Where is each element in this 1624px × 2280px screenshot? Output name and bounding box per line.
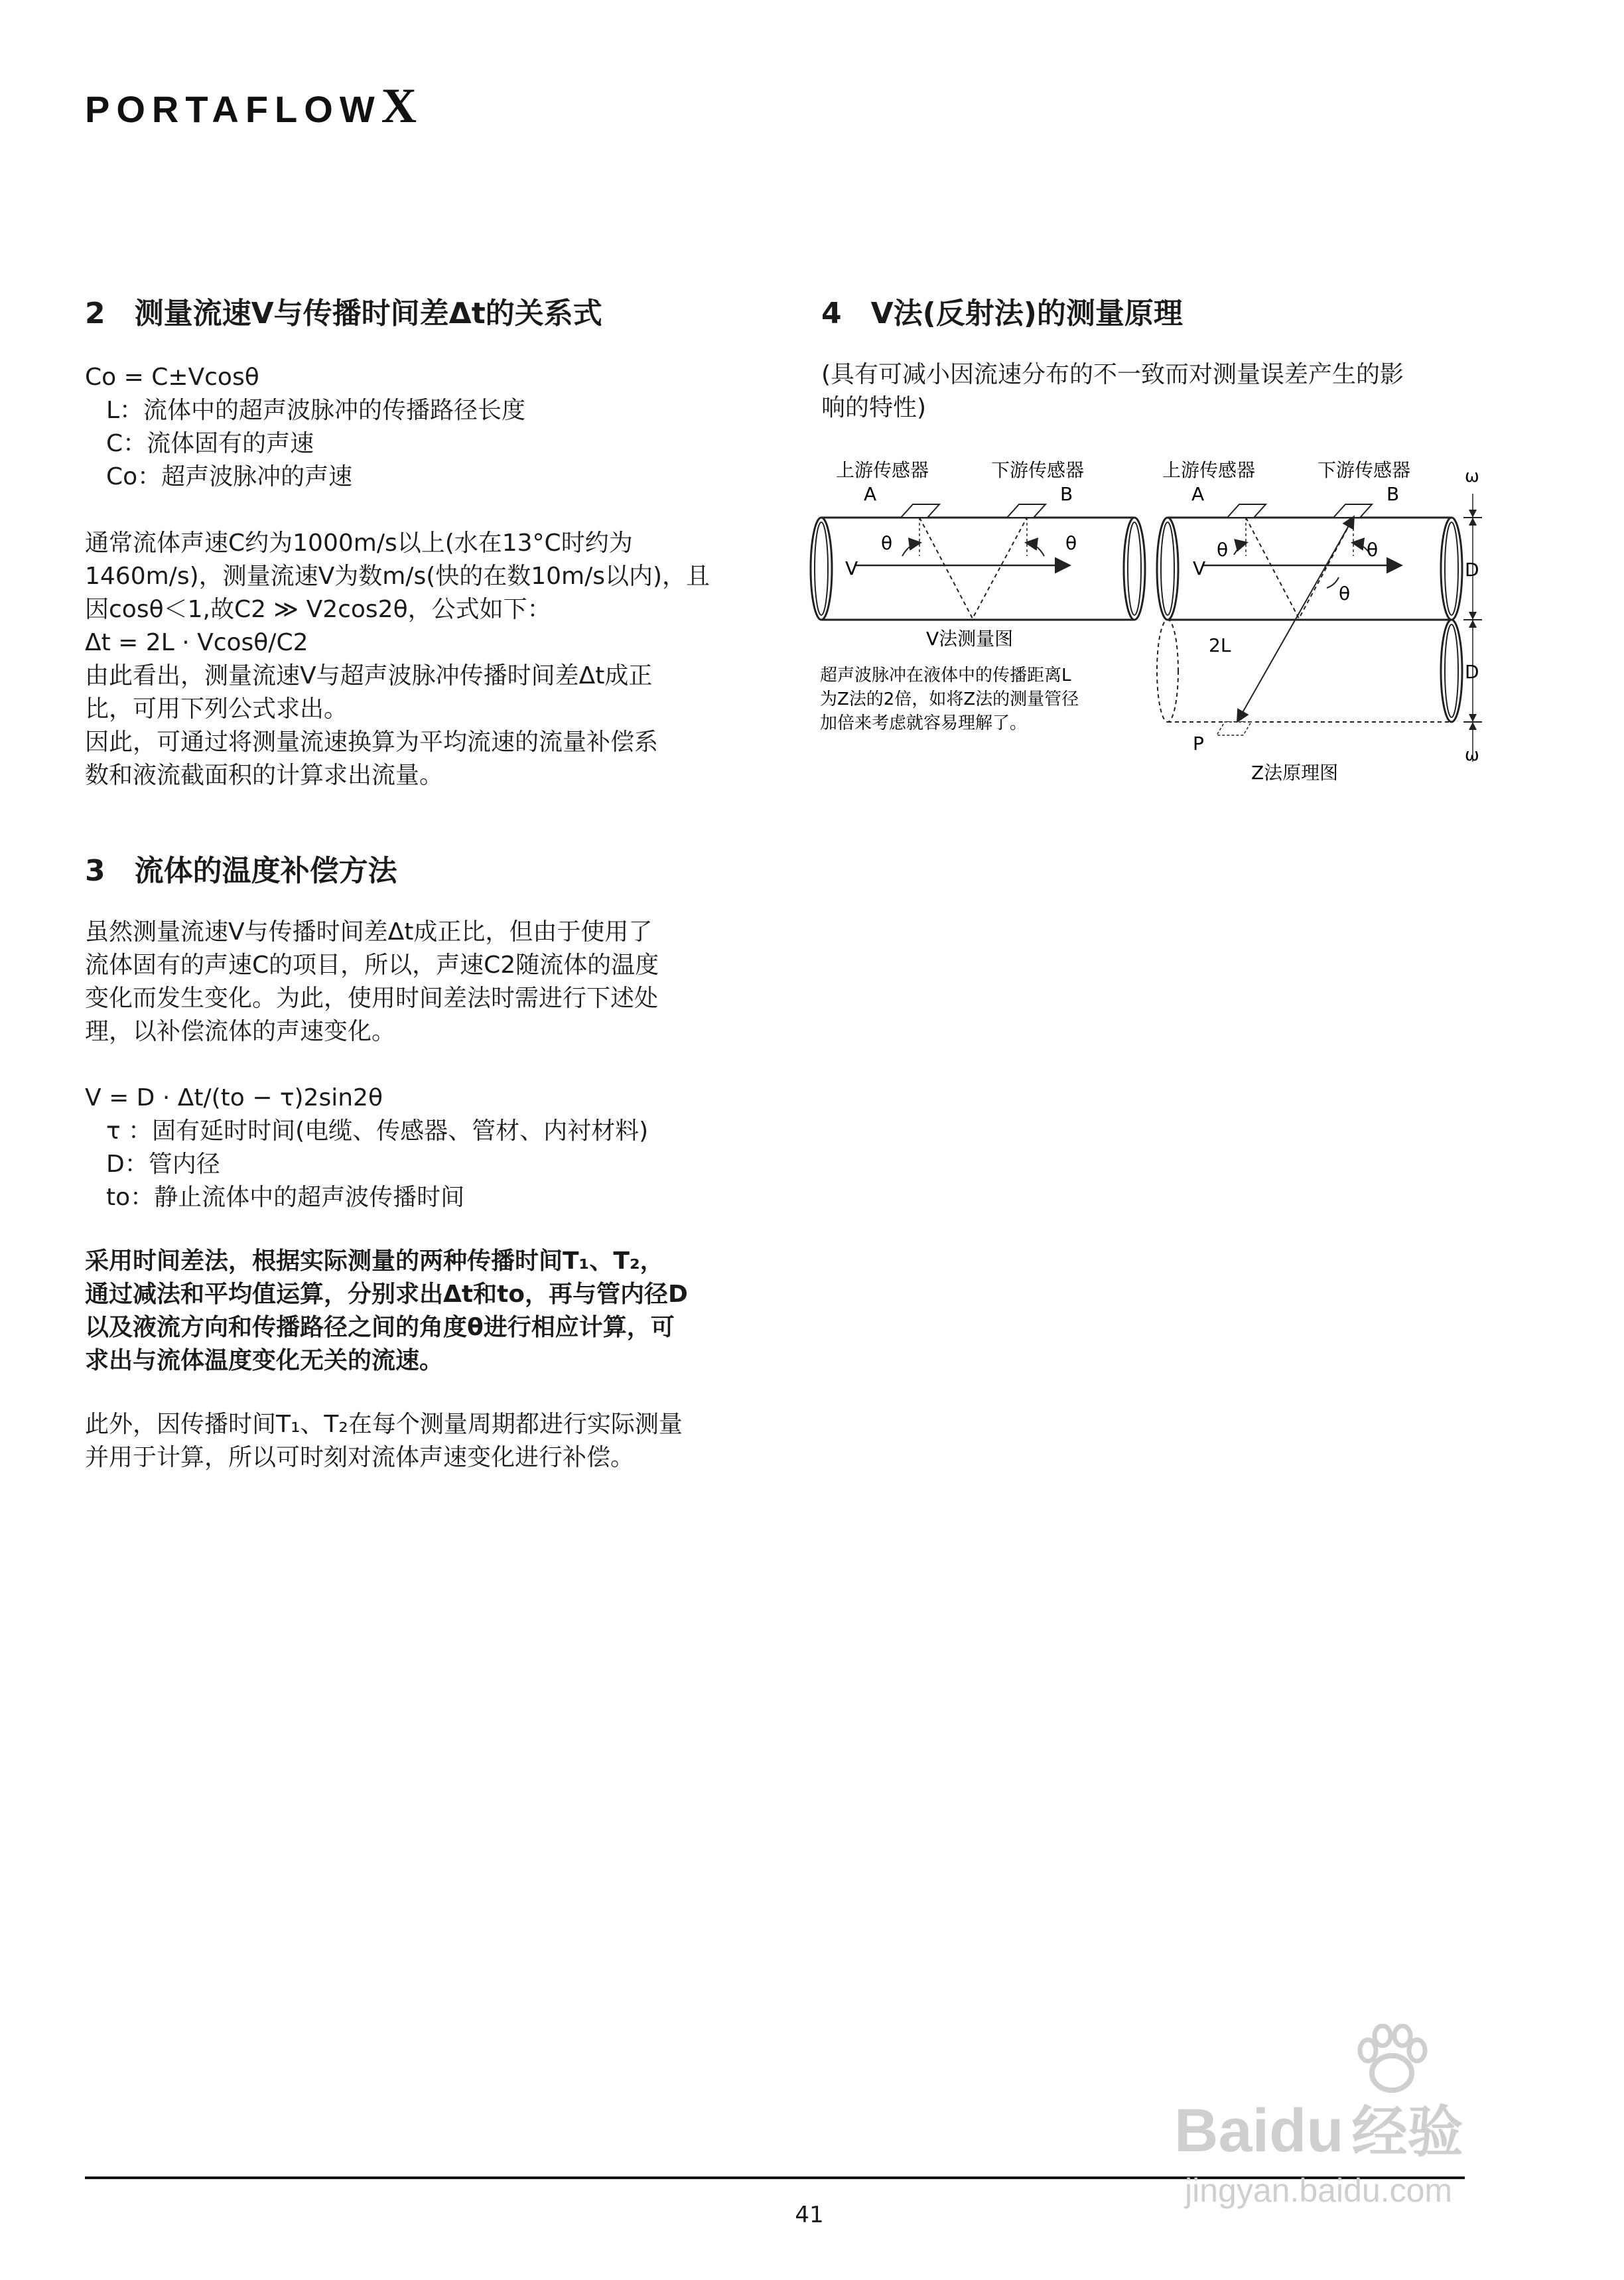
v-sound-path	[919, 518, 1027, 618]
section-3-body	[85, 916, 775, 1474]
section-3-para-line: 理，以补偿流体的声速变化。	[85, 1018, 396, 1045]
section-3-bold-line: 采用时间差法，根据实际测量的两种传播时间T₁、T₂，	[85, 1247, 664, 1275]
section-3-para-line: 变化而发生变化。为此，使用时间差法时需进行下述处	[85, 985, 659, 1012]
section-4-title: 4 V法(反射法)的测量原理	[821, 297, 1183, 330]
v-note-line: 超声波脉冲在液体中的传播距离L	[820, 666, 1071, 685]
v-note-line: 为Z法的2倍，如将Z法的测量管径	[820, 689, 1079, 709]
section-2-body	[85, 361, 762, 792]
z-2l-label: 2L	[1209, 634, 1231, 656]
z-transducer-b	[1333, 504, 1372, 518]
v-angle-arc-a	[902, 543, 919, 556]
page-number: 41	[795, 2202, 824, 2228]
z-caption: Z法原理图	[1251, 762, 1339, 784]
section-2-para-line: 数和液流截面积的计算求出流量。	[85, 762, 444, 789]
section-4-intro-line: 响的特性)	[821, 394, 927, 421]
z-omega-bottom: ω	[1465, 745, 1479, 765]
section-2-def: C：流体固有的声速	[106, 430, 314, 457]
watermark-brand-du: du	[1269, 2097, 1344, 2165]
v-transducer-b	[1007, 504, 1046, 518]
v-label-b: B	[1060, 483, 1073, 505]
z-theta-c: θ	[1339, 583, 1351, 605]
v-upstream-label: 上游传感器	[836, 459, 929, 481]
v-method-diagram	[811, 459, 1145, 733]
z-transducer-p	[1217, 722, 1251, 735]
v-label-a: A	[864, 483, 877, 505]
section-2-para-line: 由此看出，测量流速V与超声波脉冲传播时间差Δt成正	[85, 662, 653, 689]
section-3-para-line: 流体固有的声速C的项目，所以，声速C2随流体的温度	[85, 952, 659, 979]
section-2-para-line: 通常流体声速C约为1000m/s以上(水在13°C时约为	[85, 530, 633, 557]
v-theta-b: θ	[1065, 532, 1077, 554]
section-2-para-line: 因cosθ＜1,故C2 ≫ V2cos2θ，公式如下：	[85, 596, 551, 623]
section-2-formula: Co = C±Vcosθ	[85, 364, 259, 391]
v-pipe	[811, 518, 1145, 620]
z-transducer-a	[1227, 504, 1266, 518]
v-note-line: 加倍来考虑就容易理解了。	[820, 713, 1028, 733]
z-label-a: A	[1191, 483, 1205, 505]
baidu-watermark	[1174, 2024, 1586, 2216]
v-angle-arc-b	[1027, 543, 1044, 556]
section-3-bold-line: 求出与流体温度变化无关的流速。	[85, 1347, 444, 1374]
section-4-intro	[821, 358, 1511, 425]
section-3-def: D：管内径	[106, 1151, 220, 1178]
z-reflected-path	[1246, 518, 1353, 618]
section-4-intro-line: (具有可减小因流速分布的不一致而对测量误差产生的影	[821, 361, 1404, 388]
z-angle-arc-c	[1327, 577, 1339, 588]
section-2-para-line: 比，可用下列公式求出。	[85, 695, 348, 723]
section-2-title: 2 测量流速V与传播时间差Δt的关系式	[85, 297, 602, 330]
z-dimensions	[1463, 494, 1482, 762]
v-downstream-label: 下游传感器	[991, 459, 1085, 481]
watermark-suffix: 经验	[1351, 2100, 1463, 2165]
section-3-def: τ ：固有延时时间(电缆、传感器、管材、内衬材料)	[106, 1117, 649, 1145]
z-omega-top: ω	[1465, 466, 1479, 486]
section-3-bold-line: 通过减法和平均值运算，分别求出Δt和to，再与管内径D	[85, 1281, 688, 1308]
z-method-diagram	[1157, 459, 1482, 784]
z-downstream-label: 下游传感器	[1318, 459, 1411, 481]
section-2-para-line: Δt = 2L · Vcosθ/C2	[85, 629, 308, 656]
v-transducer-a	[901, 504, 939, 518]
section-2-para-line: 1460m/s)，测量流速V为数m/s(快的在数10m/s以内)，且	[85, 563, 710, 590]
z-pipe-lower	[1157, 620, 1462, 722]
z-upstream-label: 上游传感器	[1162, 459, 1256, 481]
z-d-upper: D	[1465, 559, 1479, 581]
logo-text: PORTAFLOW	[85, 88, 381, 130]
watermark-brand: Bai	[1174, 2097, 1270, 2165]
v-velocity-label: V	[845, 557, 858, 579]
z-label-b: B	[1387, 483, 1400, 505]
section-3-para2-line: 此外，因传播时间T₁、T₂在每个测量周期都进行实际测量	[85, 1411, 683, 1438]
z-theta-b: θ	[1367, 539, 1379, 561]
section-3-para-line: 虽然测量流速V与传播时间差Δt成正比，但由于使用了	[85, 918, 653, 946]
z-p-label: P	[1193, 733, 1204, 754]
section-2-para-line: 因此，可通过将测量流速换算为平均流速的流量补偿系	[85, 729, 659, 756]
z-theta-a: θ	[1217, 539, 1229, 561]
z-d-lower: D	[1465, 661, 1479, 683]
section-3-formula: V = D · Δt/(to − τ)2sin2θ	[85, 1084, 383, 1111]
logo-x: X	[381, 79, 417, 133]
v-caption: V法测量图	[926, 628, 1014, 650]
z-angle-arc-a	[1234, 543, 1246, 555]
section-3-para2-line: 并用于计算，所以可时刻对流体声速变化进行补偿。	[85, 1444, 635, 1471]
section-3-def: to：静止流体中的超声波传播时间	[106, 1184, 465, 1211]
section-2-def: L：流体中的超声波脉冲的传播路径长度	[106, 397, 526, 424]
section-3-bold-line: 以及液流方向和传播路径之间的角度θ进行相应计算，可	[85, 1314, 675, 1341]
z-velocity-label: V	[1193, 557, 1206, 579]
portaflow-logo	[85, 78, 417, 135]
v-theta-a: θ	[881, 532, 893, 554]
paw-icon	[1352, 2024, 1432, 2097]
flow-diagrams	[809, 445, 1499, 816]
section-3-title: 3 流体的温度补偿方法	[85, 854, 397, 888]
section-2-def: Co：超声波脉冲的声速	[106, 463, 353, 490]
watermark-url: jingyan.baidu.com	[1185, 2172, 1453, 2209]
